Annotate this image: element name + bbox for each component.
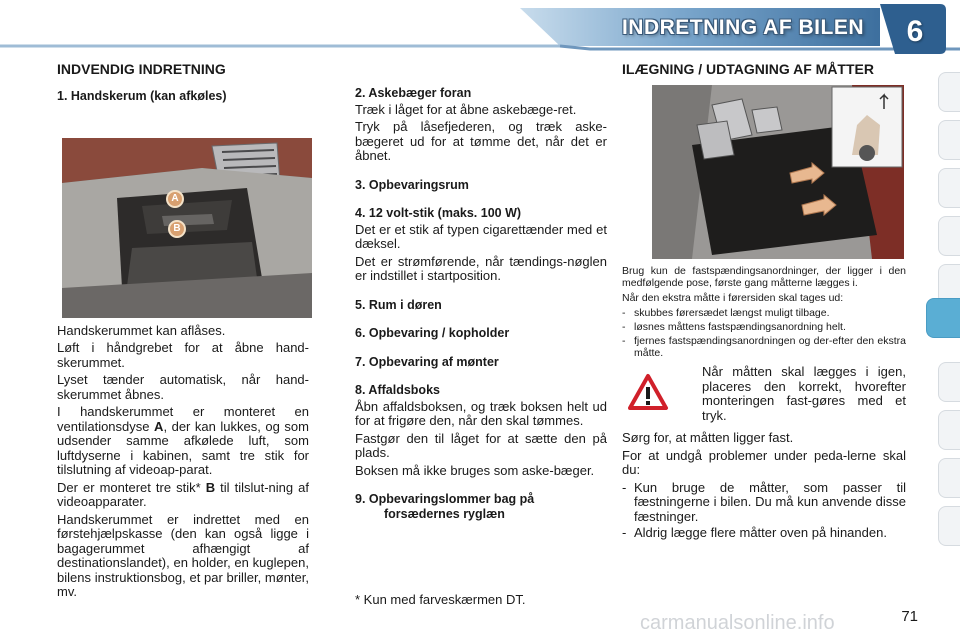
chapter-tab-7[interactable] <box>938 362 960 402</box>
paragraph-12v-power: Det er strømførende, når tændings-nøglen er indstillet i startposition. <box>355 253 607 283</box>
item-title-door: 5. Rum i døren <box>355 297 442 312</box>
text-span: til tilslut-ning af videoapparater. <box>57 479 309 509</box>
chapter-tab-4[interactable] <box>938 216 960 256</box>
item-title-ashtray: 2. Askebæger foran <box>355 86 472 100</box>
chapter-tab-1[interactable] <box>938 72 960 112</box>
bold-label-a: A <box>154 418 164 434</box>
footnote: * Kun med farveskærmen DT. <box>355 592 526 607</box>
chapter-tab-6-active[interactable] <box>926 298 960 338</box>
chapter-tab-2[interactable] <box>938 120 960 160</box>
list-item: - fjernes fastspændingsanordningen og der-efter den ekstra måtte. <box>622 335 906 359</box>
text-span: , der kan lukkes, og som udsender samme afkølede luft, som luftdyserne i kabinen, samt tre stik for tilslutning af videoap-parat. <box>57 418 309 477</box>
paragraph-waste-open: Åbn affaldsboksen, og træk boksen helt ud for at frigøre den, når den skal tømmes. <box>355 398 607 428</box>
paragraph-ashtray-empty: Tryk på låsefjederen, og træk aske-bægeret ud for at tømme det, når det er åbnet. <box>355 119 607 163</box>
list-item: - Aldrig lægge flere måtter oven på hinanden. <box>622 526 906 541</box>
section-title-interior: INDVENDIG INDRETNING <box>57 61 226 77</box>
page-title: INDRETNING AF BILEN <box>621 16 864 39</box>
column-left <box>57 62 309 603</box>
paragraph-open: Løft i håndgrebet for at åbne hand-skerummet. <box>57 340 309 370</box>
item-title-coins: 7. Opbevaring af mønter <box>355 354 499 369</box>
column-right <box>622 62 906 543</box>
item-title-cupholder: 6. Opbevaring / kopholder <box>355 326 510 340</box>
chapter-tab-10[interactable] <box>938 506 960 546</box>
paragraph-12v-type: Det er et stik af typen cigarettænder med et dæksel. <box>355 221 607 251</box>
chapter-tab-9[interactable] <box>938 458 960 498</box>
paragraph-lockable: Handskerummet kan aflåses. <box>57 322 226 338</box>
paragraph-waste-fix: Fastgør den til låget for at sætte den på plads. <box>355 430 607 460</box>
page-header <box>0 0 960 52</box>
text-span: I handskerummet er monteret en ventilationsdyse <box>57 404 309 434</box>
paragraph-fasteners: Brug kun de fastspændingsanordninger, der ligger i den medfølgende pose, første gang måtterne lægges i. <box>622 265 906 289</box>
paragraph-light: Lyset tænder automatisk, når hand-skerummet åbnes. <box>57 372 309 402</box>
list-item: - løsnes måttens fastspændingsanordning helt. <box>622 321 906 333</box>
paragraph-extra-mat: Når den ekstra måtte i førersiden skal tages ud: <box>622 292 844 304</box>
item-title-waste: 8. Affaldsboks <box>355 383 440 397</box>
item-title-storage: 3. Opbevaringsrum <box>355 177 469 192</box>
item-title-line: forsædernes ryglæn <box>384 506 505 521</box>
page-number: 71 <box>901 608 918 625</box>
list-item: - skubbes førersædet længst muligt tilbage. <box>622 307 906 319</box>
item-title-glovebox: 1. Handskerum (kan afkøles) <box>57 89 227 103</box>
paragraph-ashtray-open: Træk i låget for at åbne askebæge-ret. <box>355 101 577 117</box>
chapter-tab-3[interactable] <box>938 168 960 208</box>
paragraph-contents: Handskerummet er indrettet med en førstehjælpskasse (den kan også ligge i bagagerummet afhængigt af destinationslandet), en holder, en kuglepen, bilens instruktionsbog, et par briller, mønter, mv. <box>57 511 309 599</box>
extra-mat-steps <box>622 307 906 359</box>
paragraph-sockets <box>57 481 309 510</box>
glovebox-image <box>62 138 312 318</box>
warning-block <box>622 365 906 423</box>
floor-mat-image <box>652 85 904 259</box>
glovebox-illustration <box>62 138 312 318</box>
chapter-tabs <box>930 62 960 582</box>
label-a-badge: A <box>166 190 184 208</box>
paragraph-vent <box>57 405 309 478</box>
text-span: Der er monteret tre stik* <box>57 479 206 495</box>
paragraph-avoid: For at undgå problemer under peda-lerne skal du: <box>622 447 906 477</box>
label-b-badge: B <box>168 220 186 238</box>
item-title-line: 9. Opbevaringslommer bag på <box>355 492 535 506</box>
paragraph-waste-warning: Boksen må ikke bruges som aske-bæger. <box>355 462 595 478</box>
mat-rules-list <box>622 481 906 541</box>
paragraph-secure: Sørg for, at måtten ligger fast. <box>622 430 794 445</box>
floor-mat-illustration <box>652 85 904 259</box>
watermark: carmanualsonline.info <box>640 612 835 634</box>
item-title-12v: 4. 12 volt-stik (maks. 100 W) <box>355 206 522 220</box>
chapter-tab-8[interactable] <box>938 410 960 450</box>
warning-triangle-icon <box>626 371 670 415</box>
item-title-seat-pockets <box>355 492 607 521</box>
list-item: - Kun bruge de måtter, som passer til fæstningerne i bilen. Du må kun anvende disse fæstninger. <box>622 481 906 525</box>
bold-label-b: B <box>205 479 216 495</box>
warning-text: Når måtten skal lægges i igen, placeres den korrekt, hvorefter monteringen fast-gøres med et tryk. <box>702 364 906 423</box>
chapter-number: 6 <box>906 15 924 48</box>
column-middle <box>355 86 607 521</box>
section-title-mats: ILÆGNING / UDTAGNING AF MÅTTER <box>622 61 874 77</box>
